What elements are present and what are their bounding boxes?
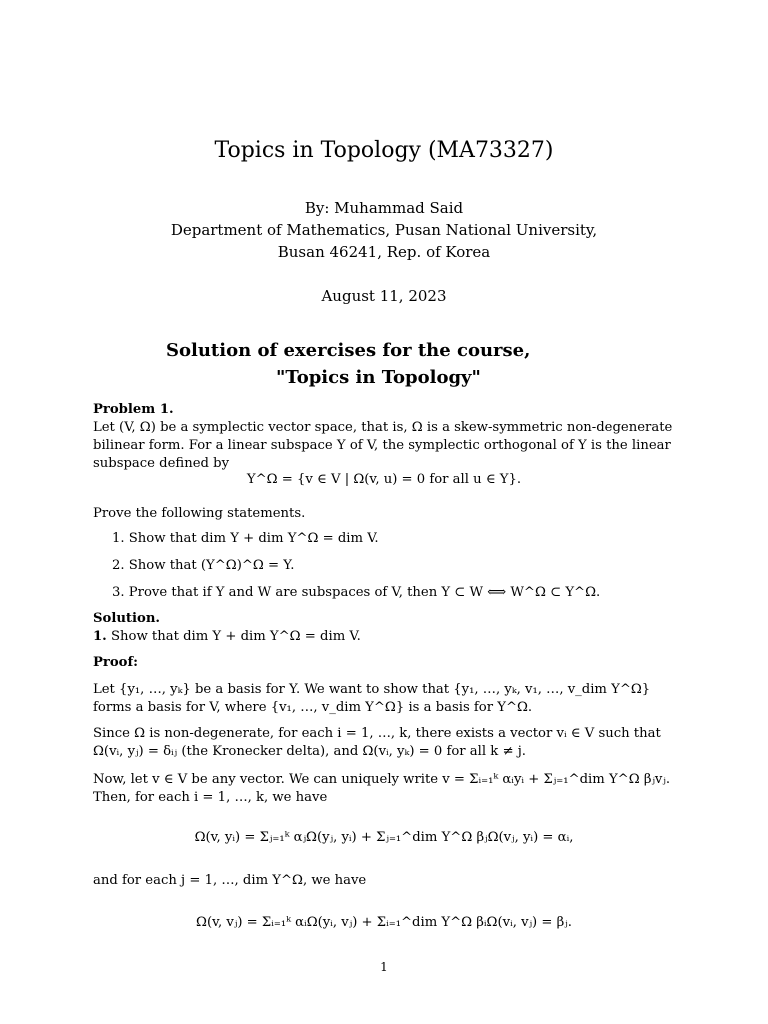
page-number: 1 bbox=[380, 960, 388, 974]
affiliation-line: Department of Mathematics, Pusan National University, bbox=[170, 221, 598, 239]
definition-equation: Y^Ω = {v ∈ V | Ω(v, u) = 0 for all u ∈ Y}. bbox=[246, 472, 522, 487]
document-title: Topics in Topology (MA73327) bbox=[214, 138, 554, 163]
problem-intro: Let (V, Ω) be a symplectic vector space, that is, Ω is a skew-symmetric non-degenerate bilinear form. For a linear subspace Y of V, the symplectic orthogonal of Y is the linear subspace defined by bbox=[93, 420, 673, 471]
problem-label: Problem 1. bbox=[93, 402, 174, 417]
solution-part-number: 1. bbox=[93, 629, 107, 644]
solution-part-text: Show that dim Y + dim Y^Ω = dim V. bbox=[110, 629, 361, 644]
author-line: By: Muhammad Said bbox=[304, 199, 464, 217]
section-heading-line2: "Topics in Topology" bbox=[276, 367, 481, 388]
section-heading-line1: Solution of exercises for the course, bbox=[166, 340, 531, 361]
address-line: Busan 46241, Rep. of Korea bbox=[277, 243, 491, 261]
proof-paragraph-3: Now, let v ∈ V be any vector. We can uniquely write v = Σᵢ₌₁ᵏ αᵢyᵢ + Σⱼ₌₁^dim Y^Ω βⱼvⱼ. Then, for each i = 1, …, k, we have bbox=[93, 772, 671, 805]
equation-1: Ω(v, yᵢ) = Σⱼ₌₁ᵏ αⱼΩ(yⱼ, yᵢ) + Σⱼ₌₁^dim Y^Ω βⱼΩ(vⱼ, yᵢ) = αᵢ, bbox=[194, 830, 574, 845]
problem-item-3: 3. Prove that if Y and W are subspaces of V, then Y ⊂ W ⟺ W^Ω ⊂ Y^Ω. bbox=[112, 585, 601, 600]
problem-item-1: 1. Show that dim Y + dim Y^Ω = dim V. bbox=[112, 531, 379, 546]
proof-paragraph-2: Since Ω is non-degenerate, for each i = 1, …, k, there exists a vector vᵢ ∈ V such that Ω(vᵢ, yⱼ) = δᵢⱼ (the Kronecker delta), and Ω(vᵢ, yₖ) = 0 for all k ≠ j. bbox=[93, 726, 661, 759]
equation-2: Ω(v, vⱼ) = Σᵢ₌₁ᵏ αᵢΩ(yᵢ, vⱼ) + Σᵢ₌₁^dim Y^Ω βᵢΩ(vᵢ, vⱼ) = βⱼ. bbox=[196, 915, 572, 930]
problem-prompt: Prove the following statements. bbox=[93, 506, 306, 521]
solution-part-1 bbox=[93, 628, 683, 646]
problem-item-2: 2. Show that (Y^Ω)^Ω = Y. bbox=[112, 558, 295, 573]
proof-paragraph-4: and for each j = 1, …, dim Y^Ω, we have bbox=[93, 873, 367, 888]
solution-label: Solution. bbox=[93, 611, 160, 626]
proof-paragraph-1: Let {y₁, …, yₖ} be a basis for Y. We want to show that {y₁, …, yₖ, v₁, …, v_dim Y^Ω} forms a basis for V, where {v₁, …, v_dim Y^Ω} is a basis for Y^Ω. bbox=[93, 682, 651, 715]
proof-label: Proof: bbox=[93, 655, 138, 670]
date-line: August 11, 2023 bbox=[321, 287, 447, 305]
